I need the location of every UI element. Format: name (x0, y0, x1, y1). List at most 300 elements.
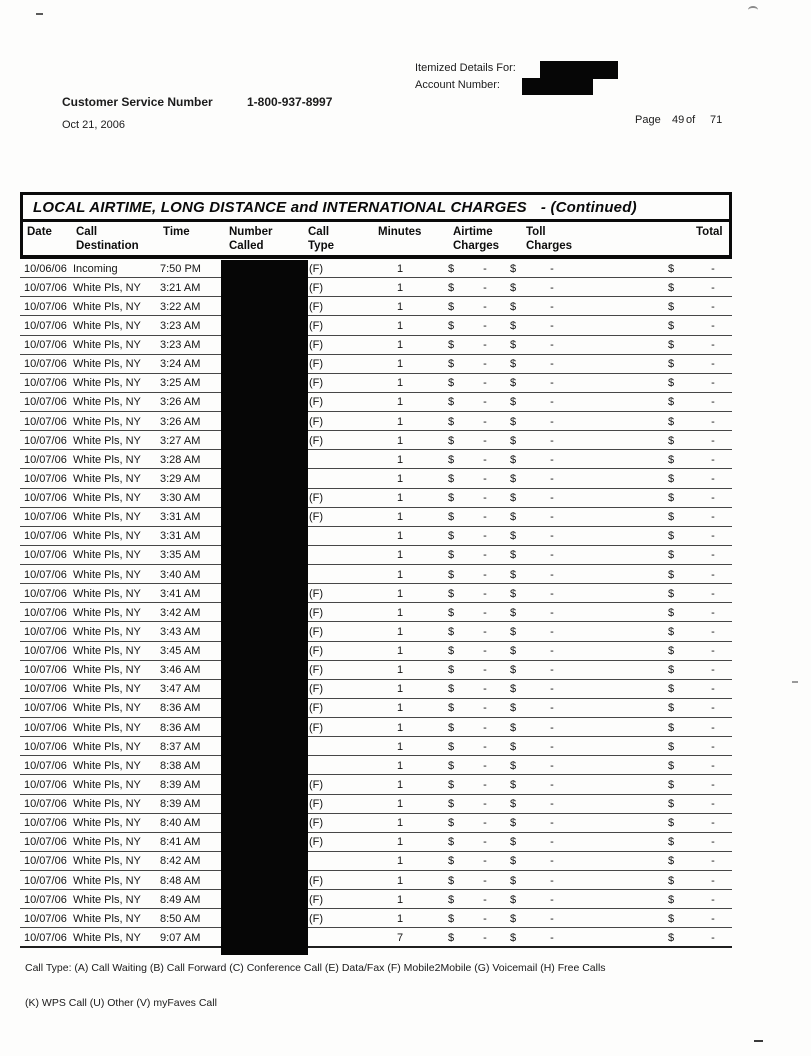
row-total-currency: $ (668, 931, 675, 944)
row-time: 3:35 AM (160, 549, 201, 562)
row-airtime-amount: - (483, 281, 487, 294)
scan-artifact (748, 6, 758, 14)
row-total-amount: - (711, 893, 715, 906)
row-destination: White Pls, NY (73, 377, 141, 390)
row-toll-currency: $ (510, 798, 517, 810)
row-toll-amount: - (550, 415, 554, 428)
row-call-type: (F) (309, 358, 324, 371)
row-date: 10/07/06 (24, 625, 67, 638)
table-row (20, 297, 732, 316)
row-airtime-currency: $ (448, 759, 455, 772)
row-total-amount: - (711, 549, 715, 562)
column-header-minutes (378, 226, 421, 240)
row-toll-currency: $ (510, 339, 517, 351)
row-total-currency: $ (668, 836, 675, 849)
row-airtime-currency: $ (448, 453, 455, 466)
row-airtime-amount: - (483, 664, 487, 677)
row-destination: White Pls, NY (73, 587, 141, 600)
row-total-amount: - (711, 453, 715, 466)
row-toll-currency: $ (510, 511, 517, 524)
row-toll-amount: - (550, 319, 554, 332)
row-airtime-currency: $ (448, 472, 455, 485)
row-airtime-amount: - (483, 492, 487, 504)
row-date: 10/07/06 (24, 664, 67, 677)
row-airtime-amount: - (483, 262, 487, 275)
row-total-amount: - (711, 606, 715, 619)
row-destination: White Pls, NY (73, 568, 141, 581)
row-destination: White Pls, NY (73, 702, 141, 715)
row-airtime-currency: $ (448, 625, 455, 638)
row-total-currency: $ (668, 319, 675, 332)
row-toll-amount: - (550, 606, 554, 619)
row-minutes: 1 (396, 664, 404, 677)
account-number-label: Account Number: (415, 79, 500, 91)
table-row (20, 642, 732, 661)
row-minutes: 1 (396, 415, 404, 428)
row-destination: White Pls, NY (73, 836, 141, 849)
row-airtime-currency: $ (448, 434, 455, 447)
row-toll-amount: - (550, 549, 554, 562)
row-date: 10/07/06 (24, 893, 67, 906)
table-row (20, 278, 732, 297)
row-toll-currency: $ (510, 396, 517, 409)
column-header-line1: Call (308, 226, 330, 238)
row-toll-currency: $ (510, 778, 517, 791)
row-airtime-amount: - (483, 472, 487, 485)
row-call-type: (F) (309, 817, 324, 830)
row-call-type: (F) (309, 912, 324, 925)
column-header-line1: Time (163, 226, 190, 238)
row-total-currency: $ (668, 740, 675, 753)
row-time: 3:26 AM (160, 396, 201, 409)
row-call-type: (F) (309, 645, 324, 657)
row-airtime-currency: $ (448, 262, 455, 275)
row-time: 3:26 AM (160, 415, 201, 428)
row-total-amount: - (711, 377, 715, 390)
table-row (20, 431, 732, 450)
row-toll-amount: - (550, 530, 554, 543)
row-time: 8:37 AM (160, 740, 201, 753)
row-airtime-amount: - (483, 778, 487, 791)
row-toll-amount: - (550, 472, 554, 485)
row-date: 10/07/06 (24, 874, 67, 887)
row-airtime-amount: - (483, 683, 487, 696)
row-minutes: 1 (396, 492, 404, 504)
column-header-time (163, 226, 190, 240)
row-minutes: 1 (396, 587, 404, 600)
row-airtime-amount: - (483, 530, 487, 543)
row-total-amount: - (711, 300, 715, 313)
column-header-line2: Charges (453, 239, 500, 252)
row-time: 8:38 AM (160, 759, 201, 772)
column-header-number (229, 226, 272, 253)
row-toll-amount: - (550, 568, 554, 581)
redaction-account-number (522, 78, 593, 95)
table-row (20, 814, 732, 833)
row-toll-amount: - (550, 434, 554, 447)
row-total-currency: $ (668, 358, 675, 371)
table-row (20, 316, 732, 335)
row-destination: White Pls, NY (73, 339, 141, 351)
table-row (20, 661, 732, 680)
row-total-amount: - (711, 645, 715, 657)
row-destination: White Pls, NY (73, 549, 141, 562)
row-toll-amount: - (550, 798, 554, 810)
row-date: 10/07/06 (24, 778, 67, 791)
table-row (20, 909, 732, 928)
column-header-call (76, 226, 139, 253)
table-row (20, 469, 732, 488)
row-toll-currency: $ (510, 817, 517, 830)
row-time: 8:41 AM (160, 836, 201, 849)
row-total-currency: $ (668, 664, 675, 677)
row-total-amount: - (711, 664, 715, 677)
row-toll-amount: - (550, 645, 554, 657)
redaction-number-called-column (221, 260, 308, 955)
row-total-amount: - (711, 798, 715, 810)
row-time: 3:31 AM (160, 511, 201, 524)
table-row (20, 603, 732, 622)
column-header-airtime (453, 226, 499, 253)
row-airtime-currency: $ (448, 645, 455, 657)
call-type-legend: Call Type: (A) Call Waiting (B) Call Forward (C) Conference Call (E) Data/Fax (F) Mobile2Mobile (G) Voicemail (H) Free Calls (25, 962, 606, 974)
row-minutes: 1 (396, 511, 404, 524)
column-header-line1: Minutes (378, 226, 422, 238)
row-total-amount: - (711, 702, 715, 715)
scan-artifact (754, 1040, 763, 1042)
row-toll-currency: $ (510, 625, 517, 638)
row-airtime-currency: $ (448, 511, 455, 524)
row-airtime-currency: $ (448, 855, 455, 868)
table-row (20, 890, 732, 909)
row-toll-amount: - (550, 664, 554, 677)
redaction-customer-name (540, 61, 618, 79)
row-airtime-currency: $ (448, 319, 455, 332)
table-title: LOCAL AIRTIME, LONG DISTANCE and INTERNATIONAL CHARGES (33, 198, 527, 216)
row-destination: White Pls, NY (73, 453, 141, 466)
row-time: 3:22 AM (160, 300, 201, 313)
row-destination: White Pls, NY (73, 319, 141, 332)
row-destination: White Pls, NY (73, 300, 141, 313)
row-toll-currency: $ (510, 319, 517, 332)
row-minutes: 1 (396, 683, 404, 696)
row-toll-amount: - (550, 587, 554, 600)
row-total-currency: $ (668, 434, 675, 447)
row-minutes: 1 (396, 836, 404, 849)
row-minutes: 1 (396, 530, 404, 543)
row-date: 10/07/06 (24, 606, 67, 619)
row-time: 8:50 AM (160, 912, 201, 925)
row-destination: White Pls, NY (73, 358, 141, 371)
row-time: 3:27 AM (160, 434, 201, 447)
page-total: 71 (710, 114, 723, 126)
scan-artifact (792, 681, 798, 683)
row-airtime-currency: $ (448, 530, 455, 543)
row-airtime-amount: - (483, 759, 487, 772)
row-call-type: (F) (309, 664, 324, 677)
column-header-line1: Number (229, 226, 273, 238)
row-minutes: 1 (396, 453, 404, 466)
row-airtime-amount: - (483, 798, 487, 810)
row-call-type: (F) (309, 778, 324, 791)
row-airtime-currency: $ (448, 740, 455, 753)
row-toll-currency: $ (510, 587, 517, 600)
table-row (20, 833, 732, 852)
row-toll-currency: $ (510, 931, 517, 944)
row-time: 3:29 AM (160, 472, 201, 485)
row-airtime-currency: $ (448, 339, 455, 351)
row-toll-currency: $ (510, 568, 517, 581)
row-call-type: (F) (309, 396, 324, 409)
row-airtime-amount: - (483, 377, 487, 390)
row-airtime-amount: - (483, 606, 487, 619)
table-row (20, 680, 732, 699)
row-date: 10/06/06 (24, 262, 67, 275)
table-row (20, 718, 732, 737)
row-minutes: 1 (396, 549, 404, 562)
row-total-currency: $ (668, 702, 675, 715)
row-call-type: (F) (309, 511, 324, 524)
row-minutes: 1 (396, 434, 404, 447)
customer-service-label: Customer Service Number (62, 95, 213, 109)
row-destination: White Pls, NY (73, 530, 141, 543)
row-toll-currency: $ (510, 358, 517, 371)
row-airtime-currency: $ (448, 492, 455, 504)
row-toll-amount: - (550, 262, 554, 275)
row-destination: White Pls, NY (73, 645, 141, 657)
row-minutes: 1 (396, 645, 404, 657)
row-destination: White Pls, NY (73, 740, 141, 753)
row-total-currency: $ (668, 262, 675, 275)
table-row (20, 737, 732, 756)
row-date: 10/07/06 (24, 931, 67, 944)
row-date: 10/07/06 (24, 855, 67, 868)
row-minutes: 1 (396, 606, 404, 619)
row-airtime-amount: - (483, 300, 487, 313)
row-airtime-currency: $ (448, 721, 455, 734)
row-total-currency: $ (668, 511, 675, 524)
row-total-currency: $ (668, 339, 675, 351)
row-toll-amount: - (550, 377, 554, 390)
row-date: 10/07/06 (24, 798, 67, 810)
row-destination: White Pls, NY (73, 912, 141, 925)
row-time: 8:42 AM (160, 855, 201, 868)
row-airtime-currency: $ (448, 817, 455, 830)
column-header-call (308, 226, 334, 253)
row-call-type: (F) (309, 262, 324, 275)
table-row (20, 871, 732, 890)
row-time: 3:46 AM (160, 664, 201, 677)
row-toll-amount: - (550, 874, 554, 887)
row-time: 3:47 AM (160, 683, 201, 696)
row-date: 10/07/06 (24, 358, 67, 371)
row-toll-currency: $ (510, 606, 517, 619)
table-row (20, 928, 732, 947)
row-date: 10/07/06 (24, 377, 67, 390)
row-toll-amount: - (550, 702, 554, 715)
row-toll-currency: $ (510, 262, 517, 275)
row-time: 3:21 AM (160, 281, 201, 294)
row-destination: White Pls, NY (73, 396, 141, 409)
row-total-currency: $ (668, 874, 675, 887)
row-toll-amount: - (550, 683, 554, 696)
row-total-amount: - (711, 778, 715, 791)
row-date: 10/07/06 (24, 568, 67, 581)
row-airtime-currency: $ (448, 664, 455, 677)
table-row (20, 508, 732, 527)
table-row (20, 756, 732, 775)
row-time: 3:45 AM (160, 645, 201, 657)
row-airtime-currency: $ (448, 778, 455, 791)
row-time: 3:23 AM (160, 339, 201, 351)
row-airtime-currency: $ (448, 568, 455, 581)
row-airtime-currency: $ (448, 415, 455, 428)
table-row (20, 852, 732, 871)
row-total-amount: - (711, 434, 715, 447)
row-time: 3:42 AM (160, 606, 201, 619)
row-date: 10/07/06 (24, 740, 67, 753)
row-destination: White Pls, NY (73, 931, 141, 944)
row-airtime-amount: - (483, 912, 487, 925)
row-toll-amount: - (550, 339, 554, 351)
row-date: 10/07/06 (24, 549, 67, 562)
row-date: 10/07/06 (24, 396, 67, 409)
row-date: 10/07/06 (24, 702, 67, 715)
row-call-type: (F) (309, 683, 324, 696)
page-current: 49 (672, 114, 685, 126)
row-time: 3:30 AM (160, 492, 201, 504)
table-body (20, 259, 732, 948)
row-airtime-currency: $ (448, 702, 455, 715)
row-date: 10/07/06 (24, 300, 67, 313)
row-minutes: 1 (396, 300, 404, 313)
row-destination: White Pls, NY (73, 893, 141, 906)
row-total-amount: - (711, 721, 715, 734)
row-toll-currency: $ (510, 721, 517, 734)
row-date: 10/07/06 (24, 912, 67, 925)
row-airtime-currency: $ (448, 931, 455, 944)
row-total-amount: - (711, 358, 715, 371)
row-minutes: 1 (396, 817, 404, 830)
row-minutes: 1 (396, 740, 404, 753)
row-toll-currency: $ (510, 415, 517, 428)
row-airtime-amount: - (483, 702, 487, 715)
row-time: 3:31 AM (160, 530, 201, 543)
row-total-currency: $ (668, 415, 675, 428)
row-toll-currency: $ (510, 855, 517, 868)
row-airtime-amount: - (483, 511, 487, 524)
row-call-type: (F) (309, 300, 324, 313)
row-total-amount: - (711, 855, 715, 868)
row-toll-currency: $ (510, 492, 517, 504)
row-total-amount: - (711, 836, 715, 849)
itemized-details-label: Itemized Details For: (415, 62, 516, 74)
row-airtime-amount: - (483, 358, 487, 371)
row-destination: White Pls, NY (73, 492, 141, 504)
row-total-amount: - (711, 874, 715, 887)
row-date: 10/07/06 (24, 683, 67, 696)
row-minutes: 1 (396, 377, 404, 390)
row-total-currency: $ (668, 912, 675, 925)
row-date: 10/07/06 (24, 511, 67, 524)
row-total-amount: - (711, 319, 715, 332)
row-total-currency: $ (668, 721, 675, 734)
row-toll-currency: $ (510, 645, 517, 657)
row-toll-amount: - (550, 281, 554, 294)
row-total-amount: - (711, 587, 715, 600)
row-total-amount: - (711, 625, 715, 638)
row-time: 8:48 AM (160, 874, 201, 887)
row-total-amount: - (711, 931, 715, 944)
row-total-currency: $ (668, 683, 675, 696)
table-row (20, 565, 732, 584)
row-total-amount: - (711, 683, 715, 696)
row-destination: White Pls, NY (73, 721, 141, 734)
row-time: 8:40 AM (160, 817, 201, 830)
row-airtime-currency: $ (448, 587, 455, 600)
row-airtime-amount: - (483, 836, 487, 849)
row-minutes: 1 (396, 893, 404, 906)
row-airtime-currency: $ (448, 893, 455, 906)
row-date: 10/07/06 (24, 434, 67, 447)
row-total-amount: - (711, 912, 715, 925)
row-total-currency: $ (668, 281, 675, 294)
row-toll-amount: - (550, 759, 554, 772)
row-total-currency: $ (668, 759, 675, 772)
row-total-amount: - (711, 492, 715, 504)
row-total-amount: - (711, 759, 715, 772)
column-header-line1: Airtime (453, 226, 493, 238)
table-row (20, 259, 732, 278)
row-airtime-amount: - (483, 817, 487, 830)
row-time: 3:25 AM (160, 377, 201, 390)
row-minutes: 1 (396, 358, 404, 371)
row-call-type: (F) (309, 492, 324, 504)
row-destination: White Pls, NY (73, 855, 141, 868)
row-total-currency: $ (668, 396, 675, 409)
table-row (20, 584, 732, 603)
page-label: Page (635, 114, 661, 126)
row-call-type: (F) (309, 625, 324, 638)
row-toll-amount: - (550, 893, 554, 906)
row-destination: White Pls, NY (73, 778, 141, 791)
row-time: 3:43 AM (160, 625, 201, 638)
row-destination: White Pls, NY (73, 759, 141, 772)
row-toll-amount: - (550, 492, 554, 504)
row-toll-amount: - (550, 453, 554, 466)
table-row (20, 775, 732, 794)
column-header-line1: Date (27, 226, 52, 238)
row-minutes: 1 (396, 472, 404, 485)
row-toll-amount: - (550, 396, 554, 409)
row-toll-amount: - (550, 931, 554, 944)
row-time: 8:36 AM (160, 702, 201, 715)
row-time: 7:50 PM (160, 262, 201, 275)
row-time: 3:24 AM (160, 358, 201, 371)
row-toll-amount: - (550, 855, 554, 868)
row-minutes: 1 (396, 702, 404, 715)
row-toll-currency: $ (510, 740, 517, 753)
table-row (20, 699, 732, 718)
row-time: 9:07 AM (160, 931, 201, 944)
row-total-currency: $ (668, 817, 675, 830)
customer-service-number: 1-800-937-8997 (247, 95, 333, 109)
column-header-line2: Called (229, 239, 264, 252)
row-airtime-amount: - (483, 931, 487, 944)
row-date: 10/07/06 (24, 492, 67, 504)
row-call-type: (F) (309, 721, 324, 734)
row-toll-currency: $ (510, 759, 517, 772)
